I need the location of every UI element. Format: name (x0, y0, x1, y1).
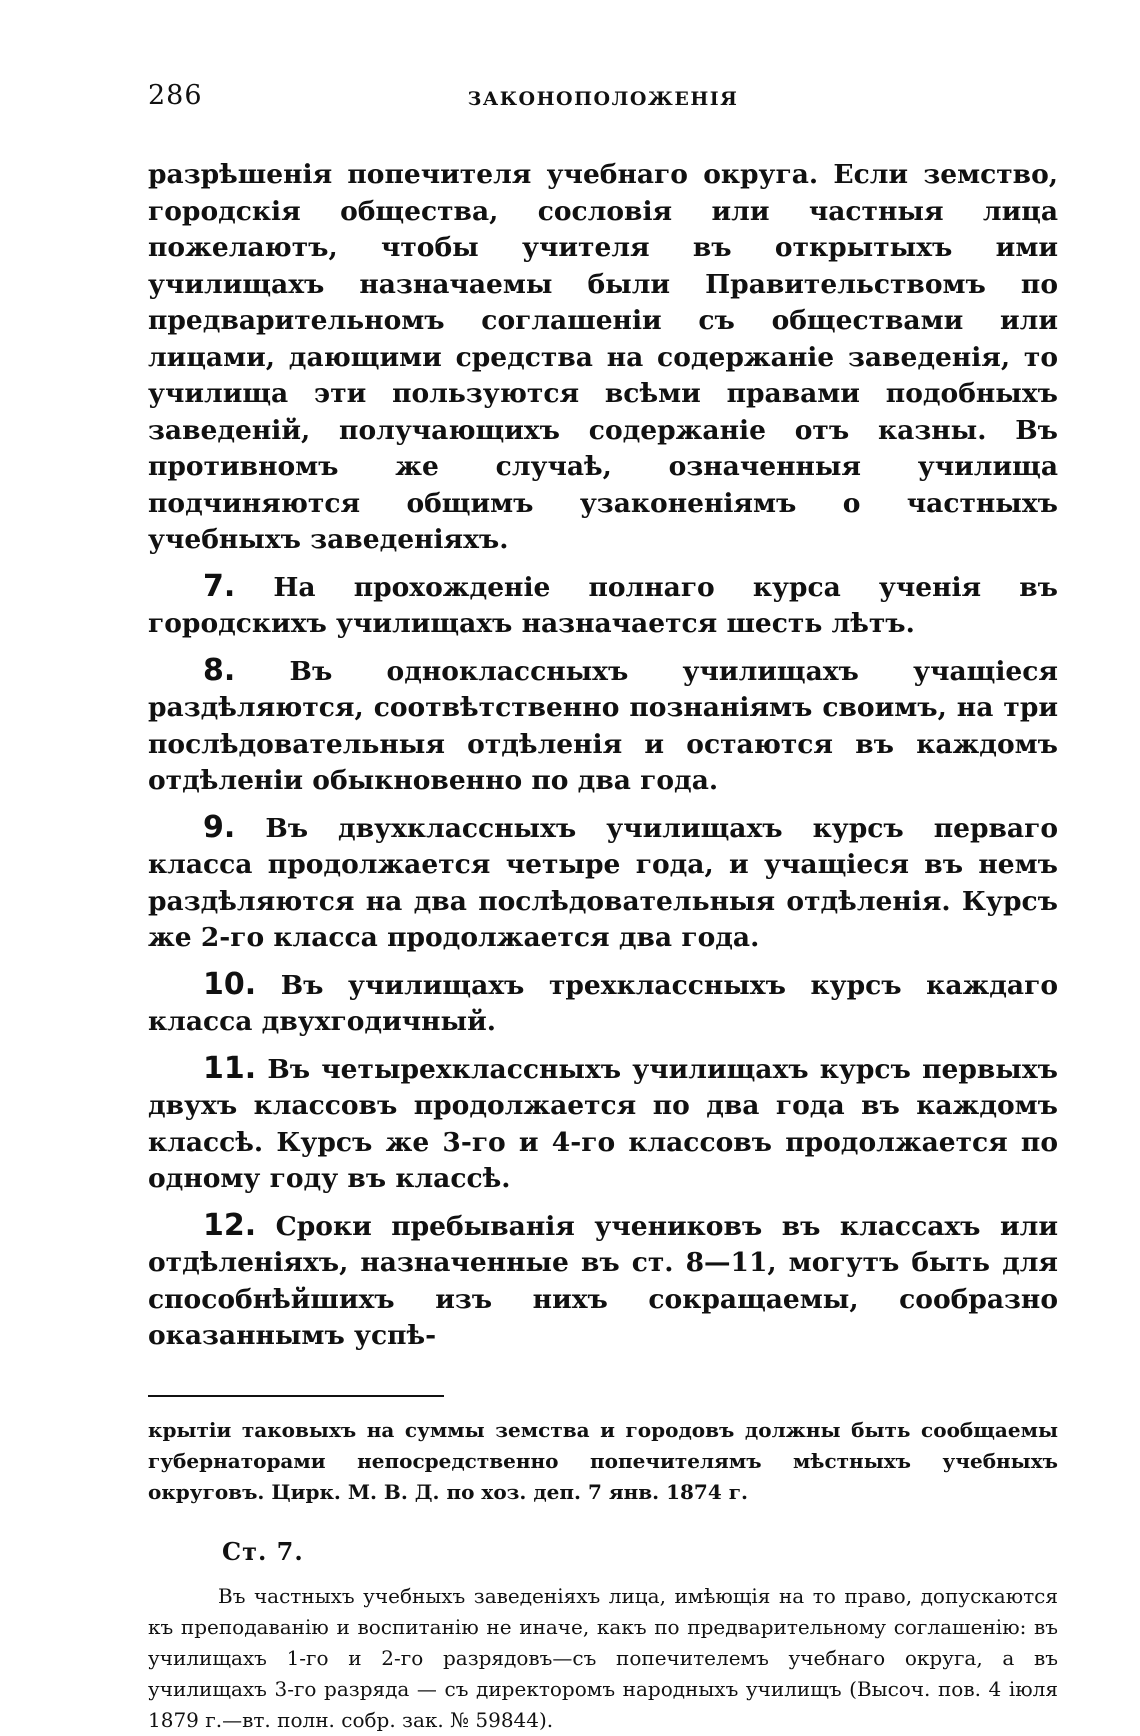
article-9 (148, 810, 1058, 957)
article-text: Въ двухклассныхъ училищахъ курсъ перваго класса продолжается четыре года, и учащіеся въ немъ раздѣляются на два послѣдовательныя отдѣленія. Курсъ же 2-го класса продолжается два года. (148, 812, 1058, 953)
running-title: ЗАКОНОПОЛОЖЕНІЯ (467, 88, 739, 110)
article-text: На прохожденіе полнаго курса ученія въ городскихъ училищахъ назначается шесть лѣтъ. (148, 571, 1058, 639)
article-8 (148, 653, 1058, 800)
article-10 (148, 967, 1058, 1041)
article-text: Въ одноклассныхъ училищахъ учащіеся раздѣляются, соотвѣтственно познаніямъ своимъ, на три послѣдовательныя отдѣленія и остаются въ каждомъ отдѣленіи обыкновенно по два года. (148, 655, 1058, 796)
article-text: Сроки пребыванія учениковъ въ классахъ или отдѣленіяхъ, назначенные въ ст. 8—11, могутъ быть для способнѣйшихъ изъ нихъ сокращаемы, сообразно оказаннымъ успѣ- (148, 1210, 1058, 1351)
article-text: Въ училищахъ трехклассныхъ курсъ каждаго класса двухгодичный. (148, 969, 1058, 1037)
article-number: 8. (203, 652, 236, 688)
article-text: Въ четырехклассныхъ училищахъ курсъ первыхъ двухъ классовъ продолжается по два года въ каждомъ классѣ. Курсъ же 3-го и 4-го классовъ продолжается по одному году въ классѣ. (148, 1053, 1058, 1194)
footnote-divider (148, 1395, 444, 1397)
footnote-continuation: крытіи таковыхъ на суммы земства и городовъ должны быть сообщаемы губернаторами непосредственно попечителямъ мѣстныхъ учебныхъ округовъ. Цирк. М. В. Д. по хоз. деп. 7 янв. 1874 г. (148, 1417, 1058, 1504)
article-number: 11. (203, 1050, 257, 1086)
article-number: 9. (203, 809, 236, 845)
page-header (148, 80, 1058, 120)
main-text (148, 157, 1058, 1355)
footnote-paragraph: Въ частныхъ учебныхъ заведеніяхъ лица, имѣющія на то право, допускаются къ преподаванію и воспитанію не иначе, какъ по предварительному соглашенію: въ училищахъ 1-го и 2-го разрядовъ—съ попечителемъ учебнаго округа, а въ училищахъ 3-го разряда — съ директоромъ народныхъ училищъ (Высоч. пов. 4 іюля 1879 г.—вт. полн. собр. зак. № 59844). (148, 1583, 1058, 1732)
page-number: 286 (148, 80, 203, 111)
article-number: 12. (203, 1207, 257, 1243)
book-page (148, 80, 1058, 1736)
footnote-heading: Ст. 7. (222, 1536, 304, 1566)
article-12 (148, 1208, 1058, 1355)
article-7 (148, 569, 1058, 643)
article-number: 7. (203, 568, 236, 604)
footnotes (148, 1415, 1058, 1736)
continuation-paragraph: разрѣшенія попечителя учебнаго округа. Если земство, городскія общества, сословія или частныя лица пожелаютъ, чтобы учителя въ открытыхъ ими училищахъ назначаемы были Правительствомъ по предварительномъ соглашеніи съ обществами или лицами, дающими средства на содержаніе заведенія, то училища эти пользуются всѣми правами подобныхъ заведеній, получающихъ содержаніе отъ казны. Въ противномъ же случаѣ, означенныя училища подчиняются общимъ узаконеніямъ о частныхъ учебныхъ заведеніяхъ. (148, 159, 1058, 555)
article-11 (148, 1051, 1058, 1198)
article-number: 10. (203, 966, 257, 1002)
